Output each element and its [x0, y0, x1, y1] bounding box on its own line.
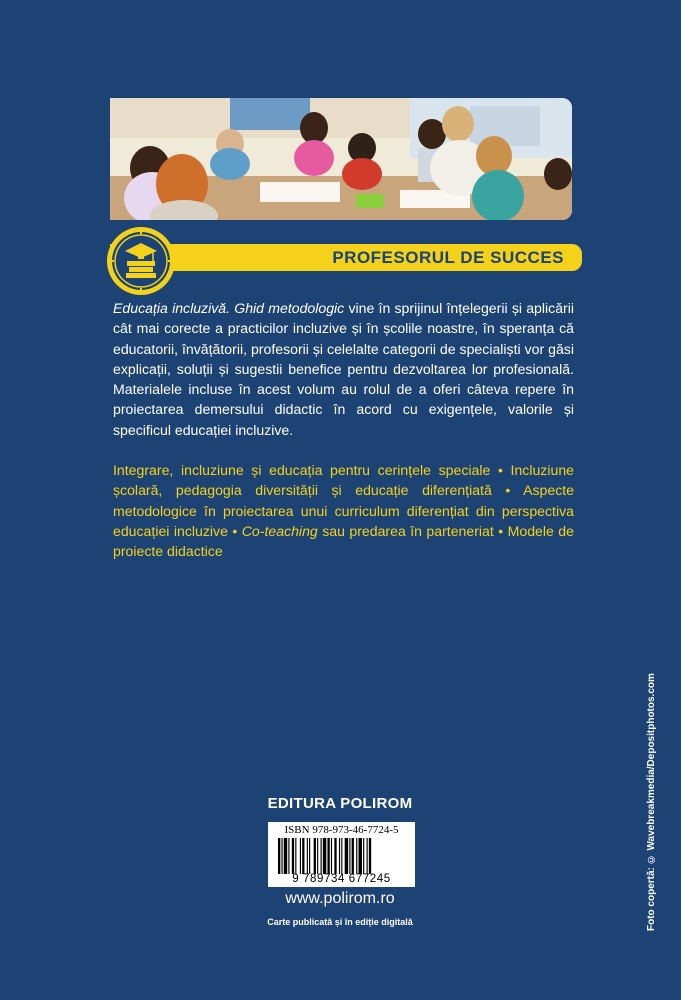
barcode-bar: [307, 838, 308, 874]
barcode-bar: [369, 838, 371, 874]
barcode-bar: [302, 838, 304, 874]
series-title: PROFESORUL DE SUCCES: [332, 248, 564, 267]
barcode-bar: [321, 838, 322, 874]
ean-number: 9 789734 677245: [292, 873, 391, 885]
classroom-photo: [110, 98, 572, 220]
publisher-name: EDITURA POLIROM: [267, 795, 413, 812]
photo-credit: Foto copertă: © Wavebreakmedia/Depositphotos.com: [646, 673, 657, 931]
barcode-bar: [292, 838, 294, 874]
series-band: [110, 237, 582, 271]
barcode-icon: [278, 838, 405, 874]
barcode-bar: [278, 838, 280, 874]
barcode-bar: [363, 838, 364, 874]
barcode-bar: [367, 838, 368, 874]
barcode-bar: [281, 838, 282, 874]
book-description-text: vine în sprijinul înțelegerii și aplicării cât mai corecte a practicilor incluzive și în școlile noastre, în speranța că educatorii, învățătorii, profesorii și celelalte categorii de specialiști vor găsi explicații, soluții și sugestii benefice pentru dezvoltarea lor profesională. Materialele incluse în acest volum au rolul de a oferi câteva repere în proiectarea demersului didactic în acord cu exigențele, valorile și specificul educației incluzive.: [113, 300, 574, 438]
barcode-bar: [309, 838, 310, 874]
barcode-bar: [341, 838, 342, 874]
barcode-bar: [288, 838, 289, 874]
barcode-bar: [317, 838, 318, 874]
barcode-bar: [356, 838, 357, 874]
barcode-bar: [334, 838, 336, 874]
book-title-italic: Educația incluzivă. Ghid metodologic: [113, 300, 345, 316]
digital-edition-note: Carte publicată și în ediție digitală: [267, 917, 413, 927]
barcode-bar: [327, 838, 329, 874]
barcode-bar: [339, 838, 340, 874]
book-topics: [113, 460, 574, 561]
series-seal-logo-icon: [105, 225, 177, 297]
barcode-bar: [359, 838, 362, 874]
barcode-bar: [314, 838, 316, 874]
topics-part-3: sau predarea în parteneriat • Modele de proiecte didactice: [113, 522, 574, 560]
publisher-website: www.polirom.ro: [285, 890, 395, 907]
barcode-bar: [352, 838, 354, 874]
barcode-bar: [345, 838, 348, 874]
isbn-text: ISBN 978-973-46-7724-5: [284, 824, 399, 836]
barcode-bar: [300, 838, 301, 874]
isbn-barcode-block: [268, 822, 415, 887]
barcode-bar: [284, 838, 287, 874]
barcode-bar: [331, 838, 332, 874]
topics-part-2-italic: Co-teaching: [241, 522, 318, 539]
topics-part-1: Integrare, incluziune și educația pentru cerințele speciale • Incluziune școlară, pedagogia diversității și educație diferențiată • Aspecte metodologice în proiectarea unui curriculum diferențiat din perspectiva educației incluzive •: [113, 462, 574, 539]
barcode-bar: [349, 838, 350, 874]
barcode-bar: [295, 838, 296, 874]
barcode-bar: [323, 838, 326, 874]
book-description: [113, 298, 574, 440]
